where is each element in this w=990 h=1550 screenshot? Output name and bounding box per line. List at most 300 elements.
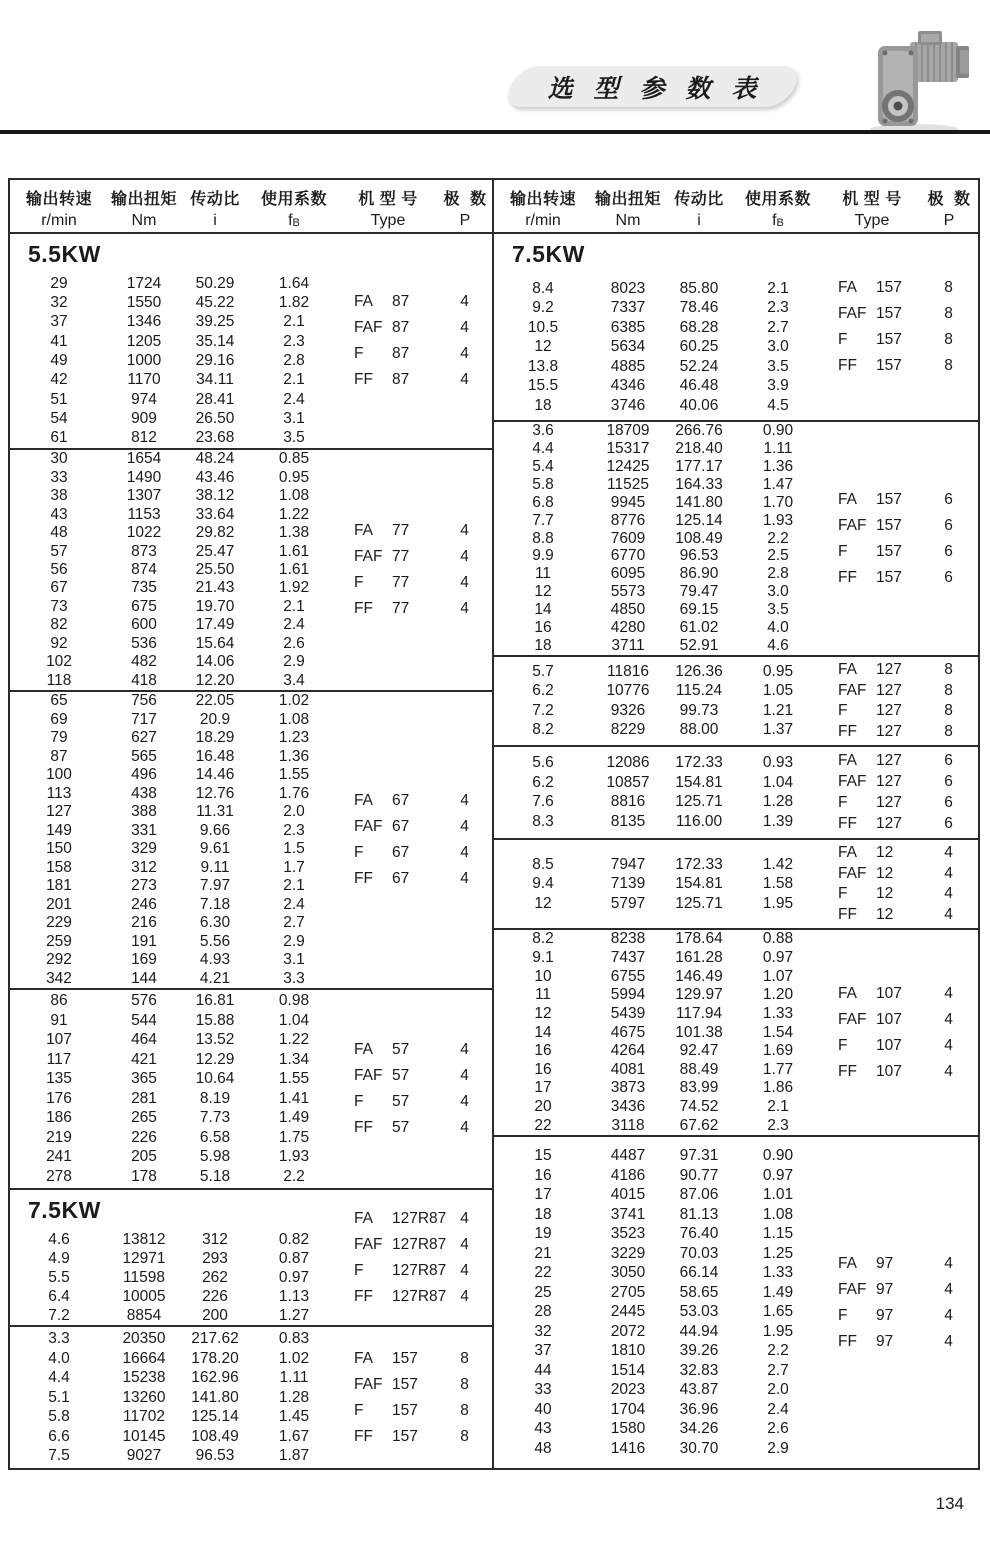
column-header-right [494,180,978,234]
cell-fb: 1.95 [762,1322,794,1340]
type-list [336,990,492,1188]
type-prefix: FAF [838,305,867,322]
type-row [336,814,492,840]
type-prefix: FAF [354,548,383,565]
cell-torque: 9945 [610,493,646,511]
cell-speed: 49 [50,351,68,369]
cell-speed: 48 [50,524,68,542]
cell-fb: 1.36 [278,747,310,765]
type-size: 127R87 [392,1261,447,1279]
cell-speed: 12 [534,338,552,355]
type-prefix: FF [838,722,857,740]
title-banner [510,66,795,107]
cell-torque: 9027 [126,1447,162,1464]
cell-fb: 1.7 [283,858,305,876]
header-row [494,185,978,210]
cell-torque: 2705 [610,1283,646,1301]
cell-speed: 18 [534,637,552,655]
cell-fb: 1.77 [762,1060,794,1078]
cell-torque: 3050 [610,1264,646,1282]
type-row [336,570,492,596]
cell-torque: 5797 [610,894,646,912]
cell-ratio: 312 [202,1230,228,1248]
cell-ratio: 99.73 [679,701,719,719]
cell-speed: 4.6 [48,1230,70,1248]
table-column-right [494,180,978,1468]
cell-ratio: 30.70 [679,1439,719,1457]
type-size: 157 [876,568,902,586]
type-prefix: FA [354,1209,373,1227]
cell-speed: 16 [534,1060,552,1078]
cell-ratio: 14.06 [195,653,235,671]
type-prefix: FAF [354,1375,383,1393]
cell-fb: 1.93 [278,1148,310,1166]
cell-fb: 2.3 [767,299,789,316]
cell-torque: 10145 [122,1427,166,1445]
cell-torque: 18709 [606,422,650,439]
cell-torque: 16664 [122,1349,166,1367]
cell-torque: 1307 [126,487,162,505]
cell-ratio: 12.29 [195,1050,235,1068]
cell-fb: 1.04 [762,773,794,791]
cell-torque: 496 [131,766,157,784]
cell-ratio: 25.47 [195,542,235,560]
type-prefix: F [354,844,364,861]
cell-ratio: 67.62 [679,1116,719,1134]
cell-ratio: 5.98 [199,1148,231,1166]
cell-ratio: 154.81 [675,773,723,791]
cell-fb: 1.22 [278,505,310,523]
cell-fb: 0.87 [278,1249,310,1267]
cell-ratio: 34.26 [679,1420,719,1438]
cell-ratio: 14.46 [195,766,235,784]
cell-torque: 6095 [610,565,646,583]
cell-torque: 7609 [610,529,646,547]
type-list [820,657,976,745]
type-size: 67 [392,870,410,887]
cell-ratio: 9.11 [200,858,230,876]
poles-cell: 4 [460,1209,469,1227]
cell-fb: 1.07 [762,967,794,985]
cell-ratio: 29.82 [195,524,235,542]
type-row [820,905,976,926]
cell-speed: 9.1 [532,949,554,966]
cell-fb: 1.38 [278,524,310,542]
cell-fb: 2.1 [283,877,305,895]
cell-torque: 265 [131,1109,157,1127]
cell-torque: 11525 [607,475,649,493]
type-row [336,1063,492,1089]
cell-speed: 15.5 [527,377,559,394]
cell-speed: 17 [534,1079,552,1097]
col-header: f B [288,211,300,229]
cell-ratio: 177.17 [675,457,723,475]
poles-cell: 6 [944,794,953,812]
cell-ratio: 164.33 [675,475,723,493]
cell-fb: 1.02 [278,1349,310,1367]
cell-torque: 6385 [610,318,646,336]
type-row [820,1251,976,1277]
poles-cell: 8 [460,1401,469,1419]
cell-torque: 281 [131,1089,157,1107]
type-prefix: FF [354,1427,373,1445]
poles-cell: 8 [944,661,953,679]
cell-ratio: 26.50 [195,409,235,427]
cell-fb: 1.69 [762,1042,794,1060]
cell-fb: 3.1 [283,951,305,969]
cell-torque: 4081 [610,1060,646,1078]
type-size: 77 [392,574,410,591]
type-prefix: F [354,1093,364,1110]
type-size: 127 [876,702,902,720]
cell-speed: 8.2 [532,930,554,948]
cell-ratio: 74.52 [679,1098,719,1115]
type-row [820,275,976,301]
poles-cell: 4 [944,1306,953,1324]
type-size: 127R87 [392,1287,447,1305]
poles-cell: 6 [944,542,953,560]
cell-ratio: 35.14 [195,332,235,350]
cell-ratio: 34.11 [196,371,234,389]
poles-cell: 8 [944,681,953,699]
type-size: 87 [392,345,410,362]
cell-ratio: 125.14 [675,511,723,529]
cell-ratio: 7.73 [199,1109,231,1127]
poles-cell: 4 [460,1067,469,1084]
table-block [494,840,978,930]
type-list [336,692,492,988]
cell-speed: 9.2 [532,299,554,316]
cell-ratio: 7.18 [199,895,231,913]
type-row [336,788,492,814]
cell-fb: 1.54 [762,1023,794,1041]
type-row [336,866,492,892]
cell-torque: 756 [131,692,157,710]
type-prefix: FF [838,1332,857,1350]
cell-speed: 19 [534,1225,552,1243]
cell-ratio: 36.96 [679,1400,719,1418]
cell-torque: 600 [131,616,157,634]
cell-speed: 135 [46,1070,72,1088]
cell-speed: 37 [534,1342,552,1360]
type-size: 57 [392,1041,410,1058]
cell-speed: 17 [534,1186,552,1204]
cell-fb: 1.08 [762,1205,794,1223]
type-size: 87 [392,371,410,388]
cell-ratio: 83.99 [679,1079,719,1097]
cell-speed: 32 [50,294,68,311]
cell-speed: 7.5 [48,1447,70,1464]
cell-fb: 1.33 [762,1004,794,1022]
cell-fb: 1.11 [763,439,793,457]
cell-torque: 11816 [607,662,649,680]
cell-fb: 3.1 [283,409,305,427]
cell-ratio: 129.97 [675,986,723,1004]
type-size: 97 [876,1254,894,1272]
cell-ratio: 68.28 [679,318,719,336]
cell-fb: 2.1 [767,279,789,297]
type-row [820,701,976,722]
type-row [820,1277,976,1303]
cell-torque: 5634 [610,338,646,355]
cell-fb: 1.64 [278,274,310,292]
cell-torque: 13260 [122,1388,166,1406]
type-size: 97 [876,1306,894,1324]
cell-speed: 22 [534,1116,552,1134]
cell-torque: 4186 [610,1166,646,1184]
cell-torque: 5573 [610,583,646,601]
table-block [494,930,978,1137]
cell-fb: 3.4 [283,671,305,689]
cell-torque: 8238 [610,930,646,948]
poles-cell: 8 [944,702,953,720]
cell-ratio: 266.76 [675,422,723,439]
poles-cell: 8 [460,1427,469,1445]
type-prefix: FAF [838,1010,867,1028]
cell-ratio: 10.64 [195,1070,235,1088]
cell-ratio: 125.71 [675,894,723,912]
cell-speed: 107 [46,1031,72,1049]
cell-speed: 20 [534,1098,552,1115]
cell-torque: 8776 [610,511,646,529]
poles-cell: 4 [460,844,469,861]
cell-ratio: 43.46 [195,468,235,486]
cell-speed: 15 [534,1147,552,1165]
cell-torque: 438 [131,784,157,802]
page-number: 134 [935,1494,964,1513]
cell-torque: 7337 [610,299,646,316]
type-prefix: FAF [354,1067,383,1084]
cell-fb: 2.4 [767,1400,789,1418]
cell-torque: 205 [131,1148,157,1166]
col-header: 传动比 [190,191,240,208]
cell-ratio: 39.26 [679,1342,719,1360]
cell-speed: 3.6 [532,422,554,439]
cell-speed: 86 [50,992,68,1010]
cell-fb: 3.5 [767,601,789,619]
cell-speed: 11 [534,986,552,1004]
type-row [820,1329,976,1355]
cell-fb: 1.21 [762,701,794,719]
cell-torque: 1654 [126,450,162,468]
cell-torque: 216 [131,914,157,932]
type-row [820,814,976,835]
poles-cell: 4 [944,1332,953,1350]
poles-cell: 6 [944,490,953,508]
cell-speed: 6.2 [532,773,554,791]
type-row [820,681,976,702]
cell-speed: 219 [46,1128,72,1146]
cell-speed: 9.4 [532,875,554,892]
cell-fb: 2.3 [283,332,305,350]
cell-ratio: 38.12 [195,487,235,505]
type-prefix: FA [838,661,857,679]
cell-ratio: 76.40 [679,1225,719,1243]
cell-speed: 181 [46,877,72,895]
cell-fb: 2.6 [767,1420,789,1438]
cell-ratio: 48.24 [195,450,235,468]
cell-fb: 1.45 [278,1408,310,1425]
cell-ratio: 22.05 [195,692,235,710]
cell-fb: 1.75 [278,1128,310,1146]
cell-torque: 4346 [610,377,646,394]
cell-ratio: 78.46 [679,299,719,316]
type-row [820,513,976,539]
cell-torque: 4885 [610,357,646,375]
type-prefix: FAF [354,1235,383,1253]
cell-speed: 38 [50,487,68,505]
cell-ratio: 178.64 [675,930,723,948]
cell-speed: 12 [534,894,552,912]
cell-torque: 1810 [610,1342,646,1360]
cell-ratio: 15.64 [195,634,235,652]
cell-speed: 33 [50,468,68,486]
cell-torque: 12425 [606,457,650,475]
cell-fb: 0.95 [762,662,794,680]
cell-torque: 178 [131,1167,157,1185]
cell-ratio: 52.91 [679,637,719,655]
col-header: Type [370,211,406,229]
type-size: 87 [392,293,410,310]
cell-ratio: 43.87 [679,1381,719,1399]
cell-speed: 79 [50,729,68,747]
cell-fb: 0.97 [278,1268,310,1286]
cell-speed: 54 [50,409,68,427]
cell-ratio: 117.94 [675,1004,723,1022]
col-header: Type [854,211,890,229]
cell-ratio: 126.36 [675,662,723,680]
type-prefix: FAF [838,1280,867,1298]
cell-speed: 8.3 [532,812,554,830]
type-size: 127 [876,722,902,740]
cell-fb: 1.23 [278,729,310,747]
cell-fb: 2.1 [283,597,305,615]
cell-fb: 2.8 [283,351,305,369]
cell-fb: 1.93 [762,511,794,529]
type-prefix: F [838,702,848,720]
cell-speed: 21 [534,1244,552,1262]
type-prefix: F [838,794,848,812]
cell-torque: 20350 [122,1330,166,1347]
cell-fb: 1.42 [762,855,794,873]
type-prefix: FF [354,371,373,388]
table-block [494,657,978,747]
cell-fb: 1.70 [762,493,794,511]
cell-torque: 3436 [610,1098,646,1115]
cell-fb: 3.9 [767,377,789,394]
type-row [336,367,492,393]
cell-speed: 7.2 [48,1306,70,1324]
type-prefix: F [838,331,848,348]
cell-torque: 812 [131,429,157,447]
type-prefix: FAF [838,772,867,790]
type-prefix: FF [354,600,373,617]
type-size: 157 [392,1427,418,1445]
poles-cell: 4 [944,1254,953,1272]
cell-ratio: 53.03 [679,1303,719,1321]
cell-ratio: 293 [202,1249,228,1267]
cell-speed: 69 [50,710,68,728]
cell-torque: 2023 [610,1381,646,1399]
header-row [10,185,492,210]
header-row [494,210,978,231]
col-header: 输出转速 [509,191,576,208]
cell-speed: 7.7 [532,511,554,529]
cell-speed: 57 [50,542,68,560]
type-row [820,793,976,814]
cell-torque: 1580 [610,1420,646,1438]
type-prefix: FA [838,1254,857,1272]
cell-fb: 1.86 [762,1079,794,1097]
section-label: 5.5KW [28,240,101,267]
cell-ratio: 12.20 [195,671,235,689]
subscript: B [776,217,784,229]
cell-fb: 0.93 [762,754,794,772]
type-prefix: F [354,1261,364,1279]
cell-speed: 201 [46,895,72,913]
poles-cell: 6 [944,568,953,586]
cell-ratio: 200 [202,1306,228,1324]
type-size: 127 [876,661,902,679]
type-prefix: FA [838,984,857,1002]
cell-fb: 1.02 [278,692,310,710]
type-prefix: FAF [354,818,383,835]
col-header: r/min [41,211,77,229]
col-header: 极 数 [443,191,487,208]
cell-fb: 1.76 [278,784,310,802]
cell-torque: 246 [131,895,157,913]
table-block [494,1137,978,1468]
cell-fb: 1.25 [762,1244,794,1262]
cell-ratio: 154.81 [675,875,723,892]
type-row [820,539,976,565]
type-size: 127 [876,681,902,699]
type-list [820,422,976,655]
type-row [820,981,976,1007]
cell-speed: 118 [46,671,72,689]
type-prefix: FF [838,568,857,586]
poles-cell: 8 [944,722,953,740]
cell-torque: 874 [131,560,157,578]
type-prefix: FA [354,293,373,310]
cell-speed: 8.2 [532,721,554,739]
cell-speed: 150 [46,840,72,858]
type-prefix: FA [838,844,857,862]
type-prefix: FAF [838,516,867,534]
table-block [10,1327,492,1468]
col-header: r/min [525,211,561,229]
cell-fb: 0.95 [278,468,310,486]
cell-torque: 12971 [122,1249,166,1267]
cell-fb: 1.27 [278,1306,310,1324]
cell-fb: 0.90 [762,422,794,439]
type-list [820,930,976,1135]
cell-fb: 1.11 [279,1369,309,1386]
cell-speed: 5.8 [48,1408,70,1425]
cell-torque: 331 [131,821,157,839]
type-size: 57 [392,1119,410,1136]
cell-speed: 12 [534,583,552,601]
cell-fb: 3.5 [767,357,789,375]
cell-ratio: 125.14 [191,1408,239,1425]
cell-torque: 9326 [610,701,646,719]
cell-torque: 3741 [610,1205,646,1223]
type-list [820,234,976,420]
table-block [494,422,978,657]
cell-torque: 536 [131,634,157,652]
type-prefix: FF [838,815,857,833]
cell-ratio: 172.33 [675,855,723,873]
